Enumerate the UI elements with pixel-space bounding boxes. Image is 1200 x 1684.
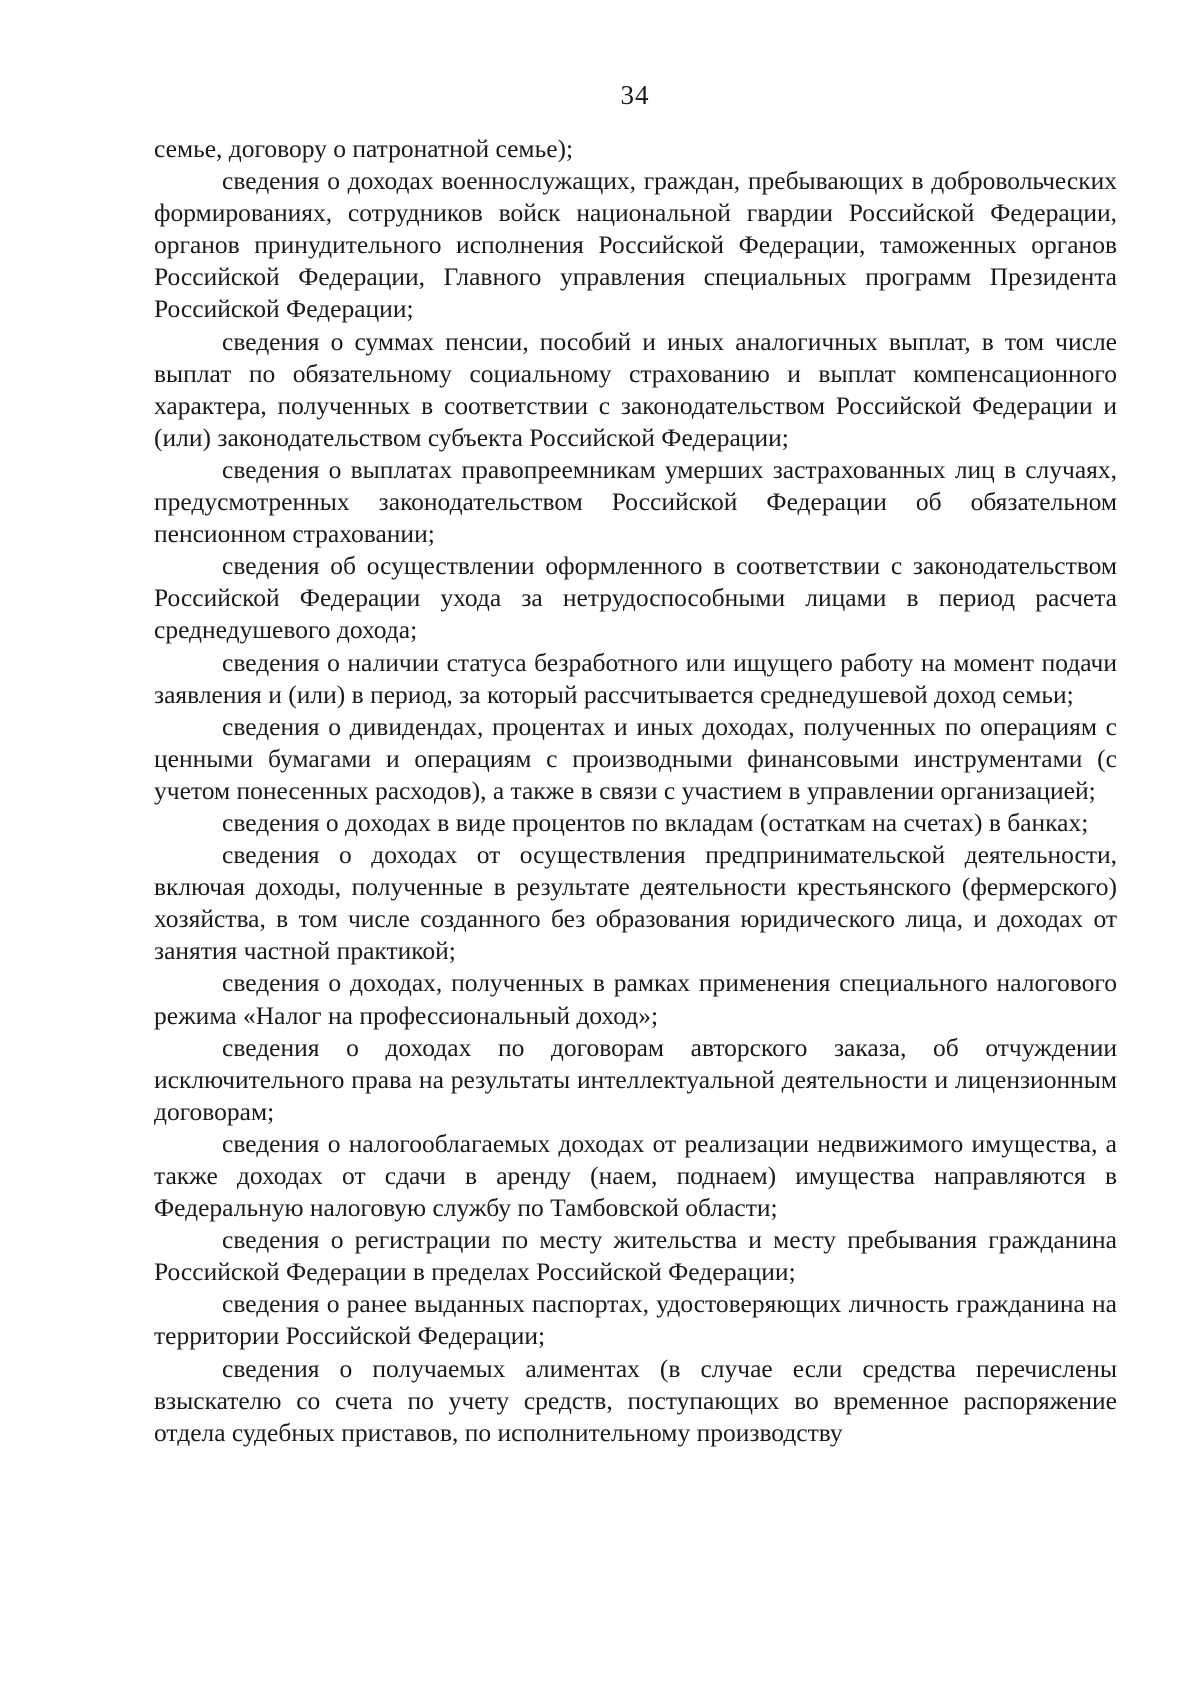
paragraph: сведения о доходах, полученных в рамках применения специального налогового режима «Налог на профессиональный доход»; <box>154 968 1117 1030</box>
paragraph: сведения о выплатах правопреемникам умерших застрахованных лиц в случаях, предусмотренных законодательством Российской Федерации об обязательном пенсионном страховании; <box>154 454 1117 549</box>
page-number: 34 <box>620 80 650 110</box>
paragraph: сведения о доходах в виде процентов по вкладам (остаткам на счетах) в банках; <box>222 807 1089 837</box>
paragraph: сведения о суммах пенсии, пособий и иных аналогичных выплат, в том числе выплат по обязательному социальному страхованию и выплат компенсационного характера, полученных в соответствии с законодательством Российской Федерации и (или) законодательством субъекта Российской Федерации; <box>154 326 1117 452</box>
paragraph: сведения о доходах от осуществления предпринимательской деятельности, включая доходы, полученные в результате деятельности крестьянского (фермерского) хозяйства, в том числе созданного без образования юридического лица, и доходах от занятия частной практикой; <box>154 840 1117 966</box>
paragraph: сведения о получаемых алиментах (в случае если средства перечислены взыскателю со счета по учету средств, поступающих во временное распоряжение отдела судебных приставов, по исполнительному производству <box>154 1353 1117 1447</box>
paragraph: сведения о налогооблагаемых доходах от реализации недвижимого имущества, а также доходах от сдачи в аренду (наем, поднаем) имущества направляются в Федеральную налоговую службу по Тамбовской области; <box>154 1128 1117 1223</box>
paragraph: сведения о наличии статуса безработного или ищущего работу на момент подачи заявления и (или) в период, за который рассчитывается среднедушевой доход семьи; <box>154 647 1117 709</box>
paragraph: сведения об осуществлении оформленного в соответствии с законодательством Российской Федерации ухода за нетрудоспособными лицами в период расчета среднедушевого дохода; <box>154 551 1117 645</box>
paragraph: сведения о ранее выданных паспортах, удостоверяющих личность гражданина на территории Российской Федерации; <box>154 1289 1117 1351</box>
paragraph: сведения о доходах военнослужащих, граждан, пребывающих в добровольческих формированиях, сотрудников войск национальной гвардии Российской Федерации, органов принудительного исполнения Российской Федерации, таможенных органов Российской Федерации, Главного управления специальных программ Президента Российской Федерации; <box>154 166 1117 324</box>
paragraph: сведения о доходах по договорам авторского заказа, об отчуждении исключительного права на результаты интеллектуальной деятельности и лицензионным договорам; <box>154 1032 1117 1126</box>
paragraph: сведения о регистрации по месту жительства и месту пребывания гражданина Российской Федерации в пределах Российской Федерации; <box>154 1225 1117 1287</box>
paragraph: семье, договору о патронатной семье); <box>154 134 574 163</box>
document-body <box>154 133 1117 1449</box>
paragraph: сведения о дивидендах, процентах и иных доходах, полученных по операциям с ценными бумагами и операциям с производными финансовыми инструментами (с учетом понесенных расходов), а также в связи с участием в управлении организацией; <box>154 711 1117 805</box>
